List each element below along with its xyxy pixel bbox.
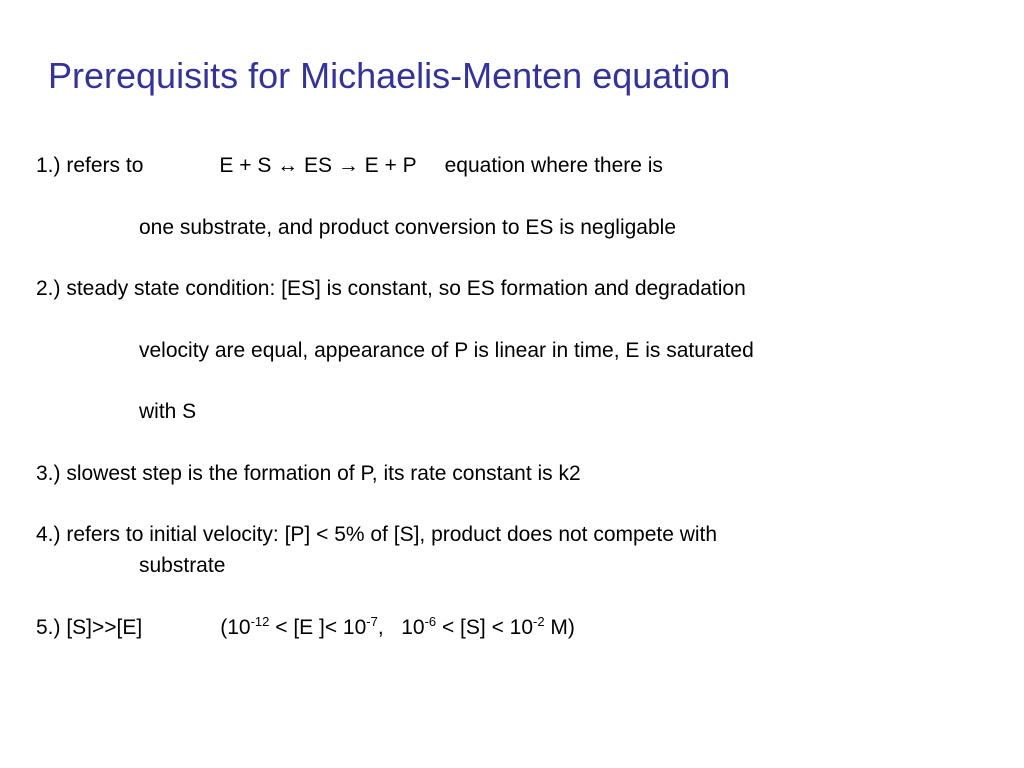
item-2-line-1: 2.) steady state condition: [ES] is constant, so ES formation and degradation [36, 277, 746, 300]
item-2-line-2: velocity are equal, appearance of P is linear in time, E is saturated [139, 339, 754, 362]
item-1-tail: equation where there is [444, 154, 663, 177]
item-5-range [220, 616, 575, 639]
item-5-lead: 5.) [S]>>[E] [36, 616, 143, 639]
range-open: (10 [220, 616, 251, 639]
item-1-equation: E + S ↔ ES → E + P [219, 154, 417, 177]
item-1-line-1 [36, 153, 663, 178]
item-1-number: 1.) refers to [36, 154, 144, 177]
exponent-2: -7 [366, 614, 378, 629]
item-1-line-2: one substrate, and product conversion to ES is negligable [139, 216, 677, 239]
item-4-line-2: substrate [139, 554, 226, 577]
item-4-line-1: 4.) refers to initial velocity: [P] < 5% of [S], product does not compete with [36, 523, 718, 546]
item-3-line-1: 3.) slowest step is the formation of P, its rate constant is k2 [36, 462, 581, 485]
exponent-1: -12 [250, 614, 270, 629]
item-5-line-1 [36, 615, 575, 640]
range-mid-2: < [S] < 10 [436, 616, 534, 639]
exponent-4: -2 [533, 614, 545, 629]
range-mid-1: < [E ]< 10 [269, 616, 367, 639]
slide-title: Prerequisits for Michaelis-Menten equation [48, 55, 731, 96]
item-2-line-3: with S [139, 400, 197, 423]
exponent-3: -6 [424, 614, 437, 629]
range-close: M) [544, 616, 575, 639]
range-sep: , 10 [377, 616, 425, 639]
